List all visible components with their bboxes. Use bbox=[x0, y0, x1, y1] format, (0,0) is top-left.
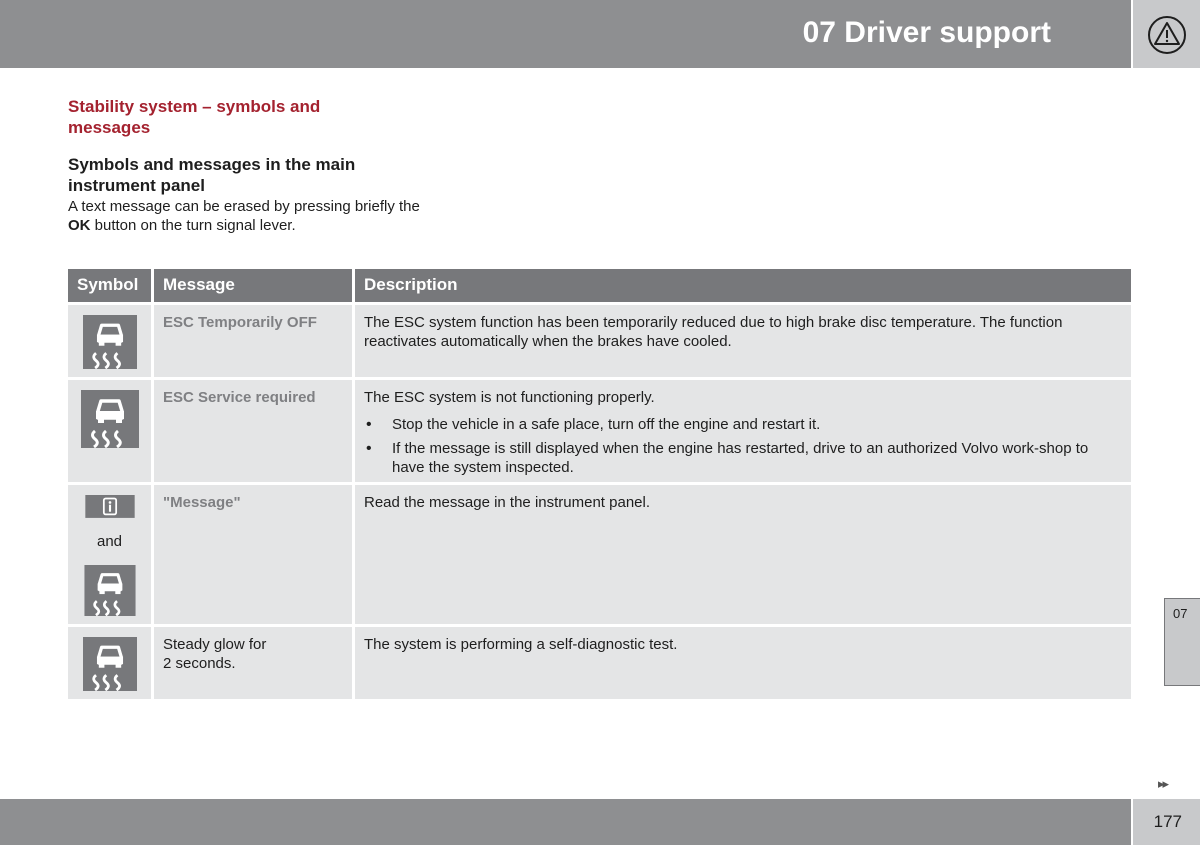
intro-after: button on the turn signal lever. bbox=[90, 217, 296, 234]
header-symbol: Symbol bbox=[68, 269, 151, 302]
chapter-title: 07 Driver support bbox=[802, 16, 1051, 49]
table-row bbox=[68, 485, 1131, 624]
page-number-box bbox=[1133, 799, 1200, 845]
skid-car-icon bbox=[81, 315, 139, 369]
intro-before: A text message can be erased by pressing briefly the bbox=[68, 198, 420, 215]
message-cell: "Message" bbox=[151, 485, 352, 624]
table-row bbox=[68, 627, 1131, 699]
page-number: 177 bbox=[1153, 812, 1182, 831]
message-line: Steady glow for bbox=[163, 636, 267, 653]
next-page-arrows-icon: ▸▸ bbox=[1158, 776, 1168, 791]
skid-car-icon bbox=[81, 565, 139, 616]
table-row bbox=[68, 380, 1131, 482]
message-cell: ESC Service required bbox=[151, 380, 352, 482]
description-cell bbox=[352, 380, 1131, 482]
description-text: The ESC system is not functioning properly. bbox=[364, 389, 655, 406]
description-cell: The ESC system function has been temporarily reduced due to high brake disc temperature. The function reactivates automatically when the brakes have cooled. bbox=[352, 305, 1131, 377]
description-cell: The system is performing a self-diagnostic test. bbox=[352, 627, 1131, 699]
message-cell: ESC Temporarily OFF bbox=[151, 305, 352, 377]
message-line: 2 seconds. bbox=[163, 655, 236, 672]
warning-triangle-icon bbox=[1133, 0, 1200, 68]
message-cell bbox=[151, 627, 352, 699]
header-bar bbox=[0, 0, 1131, 68]
symbols-table bbox=[68, 269, 1131, 699]
info-message-icon bbox=[82, 495, 138, 518]
symbol-cell bbox=[68, 627, 151, 699]
skid-car-icon bbox=[81, 637, 139, 691]
table-row bbox=[68, 305, 1131, 377]
symbol-cell bbox=[68, 305, 151, 377]
bullet-item: • If the message is still displayed when the engine has restarted, drive to an authorized Volvo work-shop to have the system inspected. bbox=[364, 439, 1122, 477]
header-message: Message bbox=[151, 269, 352, 302]
bullet-list bbox=[364, 415, 1122, 477]
intro-text bbox=[68, 197, 428, 235]
table-header-row bbox=[68, 269, 1131, 302]
symbol-cell bbox=[68, 485, 151, 624]
chapter-tab-label: 07 bbox=[1173, 606, 1188, 621]
section-title: Stability system – symbols and messages bbox=[68, 97, 321, 137]
skid-car-icon bbox=[81, 390, 139, 448]
description-cell: Read the message in the instrument panel. bbox=[352, 485, 1131, 624]
intro-bold: OK bbox=[68, 217, 91, 234]
footer-bar bbox=[0, 799, 1131, 845]
chapter-side-tab bbox=[1164, 598, 1200, 686]
header-description: Description bbox=[352, 269, 1131, 302]
bullet-item: • Stop the vehicle in a safe place, turn off the engine and restart it. bbox=[364, 415, 1122, 434]
and-label: and bbox=[96, 532, 123, 550]
subsection-title: Symbols and messages in the main instrument panel bbox=[68, 155, 356, 195]
symbol-cell bbox=[68, 380, 151, 482]
